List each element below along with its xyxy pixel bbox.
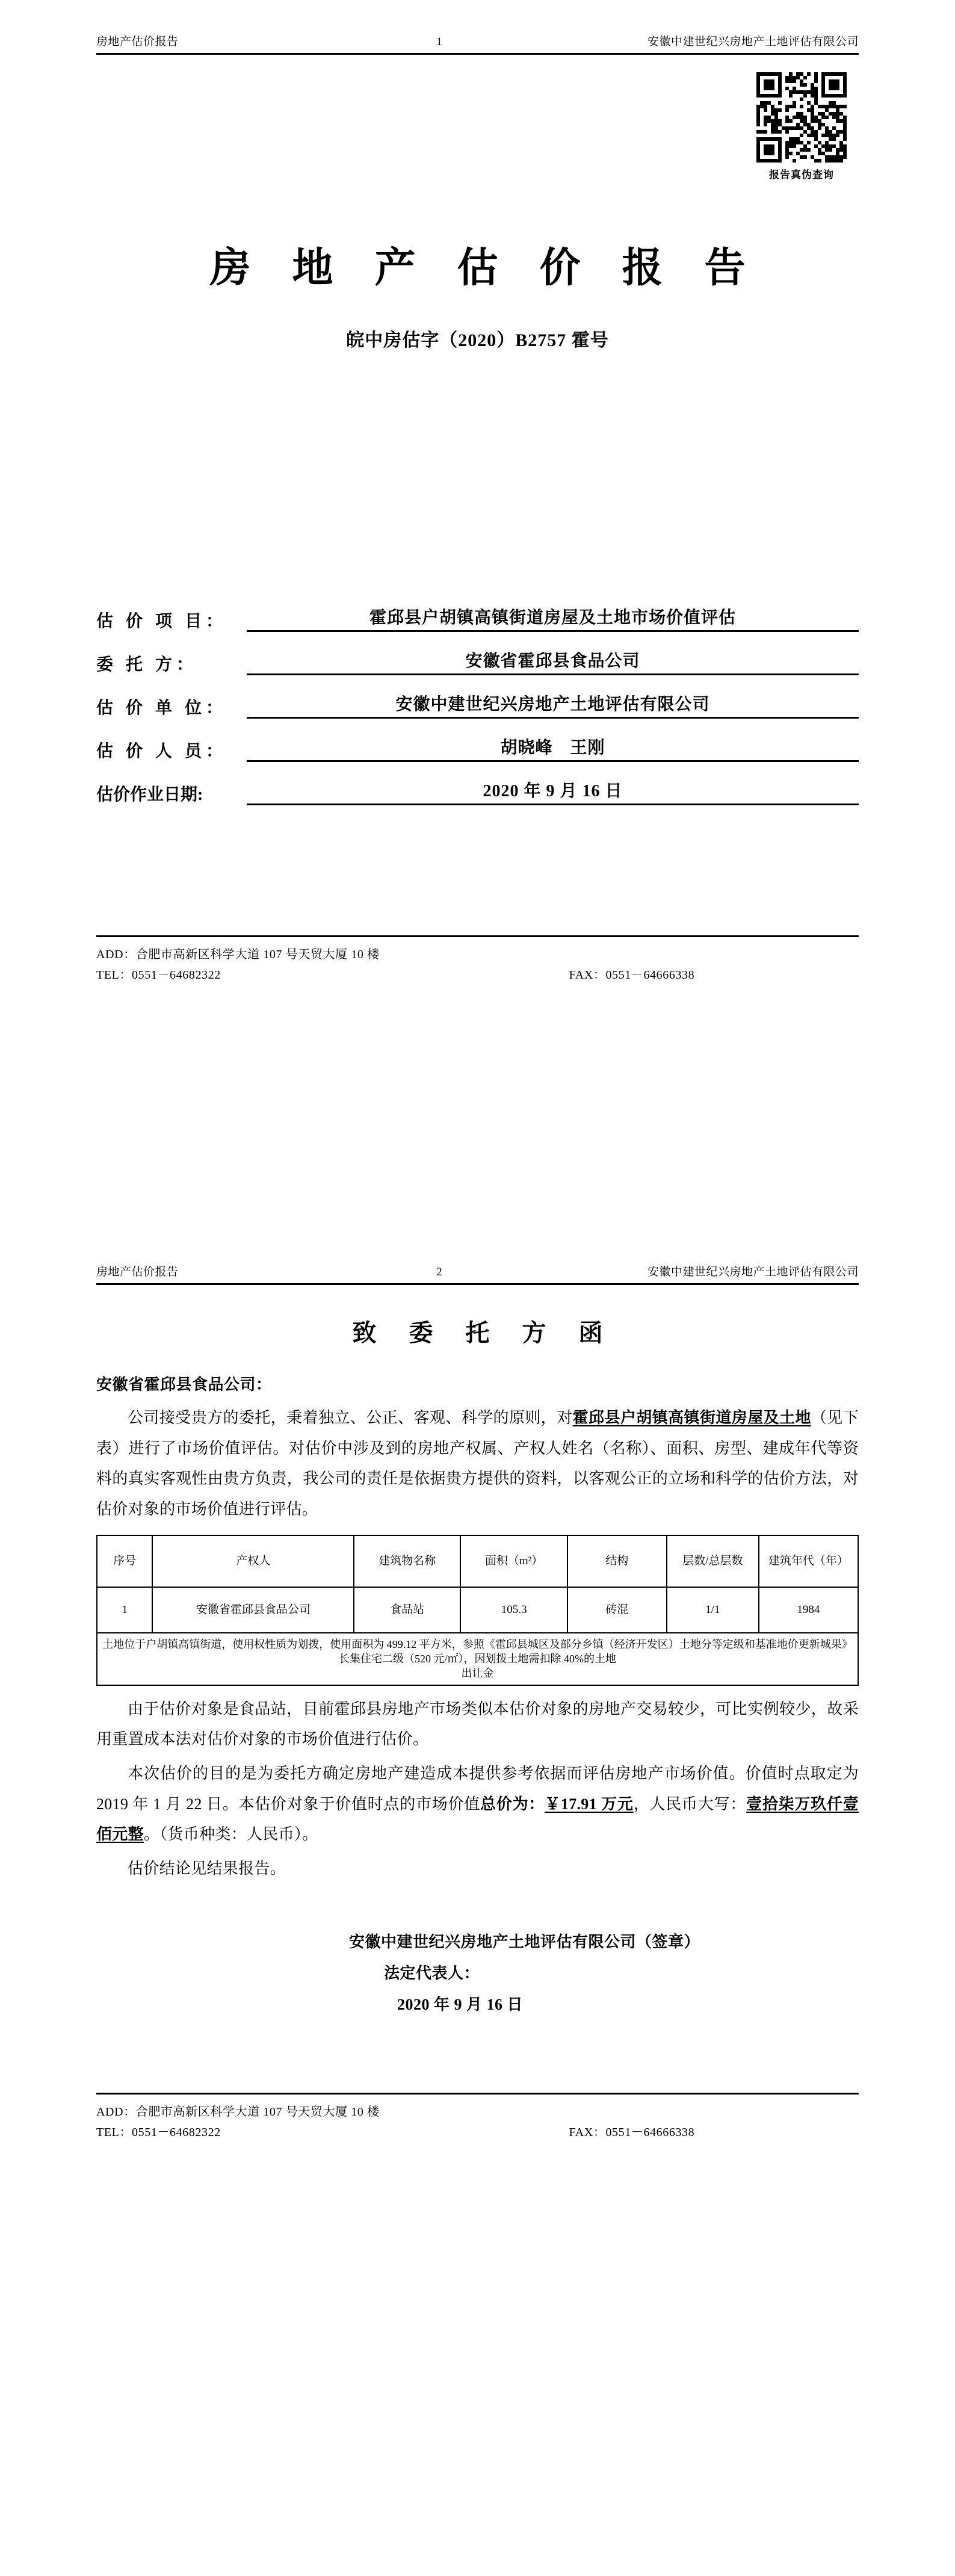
col-header-owner: 产权人 (152, 1535, 354, 1587)
running-header-page1 (96, 36, 859, 55)
table-note-row (97, 1633, 858, 1685)
cell-no: 1 (97, 1587, 152, 1633)
para1-part-c: （见下表）进行了市场价值评估。对估价中涉及到的房地产权属、产权人姓名（名称）、面积、房型、建成年代等资料的真实客观性由贵方负责，我公司的责任是依据贵方提供的资料，以客观公正的立场和科学的估价方法，对估价对象的市场价值进行评估。 (96, 1408, 859, 1518)
footer-address (96, 944, 569, 965)
field-value-project: 霍邱县户胡镇高镇街道房屋及土地市场价值评估 (247, 604, 859, 632)
field-value-client: 安徽省霍邱县食品公司 (247, 648, 859, 675)
table-header-row (97, 1535, 858, 1587)
footer-address-value-2: 合肥市高新区科学大道 107 号天贸大厦 10 楼 (135, 2105, 380, 2119)
letter-paragraph-2: 由于估价对象是食品站，目前霍邱县房地产市场类似本估价对象的房地产交易较少，可比实例较少，故采用重置成本法对估价对象的市场价值进行估价。 (96, 1700, 859, 1748)
footer-tel: TEL：0551－64682322 (96, 968, 221, 982)
col-header-building: 建筑物名称 (354, 1535, 460, 1587)
property-table-body (97, 1587, 858, 1685)
header-doc-title: 房地产估价报告 (96, 36, 179, 48)
footer-contact-row-2 (96, 2122, 859, 2143)
col-header-year: 建筑年代（年） (759, 1535, 858, 1587)
signature-block (96, 1927, 859, 2020)
page-title: 房 地 产 估 价 报 告 (209, 244, 761, 291)
running-header-page2 (96, 1266, 859, 1285)
field-label-work-date: 估价作业日期: (96, 785, 203, 804)
cell-year: 1984 (759, 1587, 858, 1633)
footer-contact-row (96, 965, 859, 985)
footer-fax-2: FAX：0551－64666338 (569, 2125, 695, 2139)
col-header-area: 面积（m²） (460, 1535, 567, 1587)
running-footer-page2 (96, 2093, 859, 2143)
col-header-no: 序号 (97, 1535, 152, 1587)
qr-code-caption: 报告真伪查询 (769, 169, 834, 181)
letter-paragraph-1 (96, 1403, 859, 1525)
para3-total-label: 总价为： (480, 1795, 545, 1813)
footer-fax: FAX：0551－64666338 (569, 968, 695, 982)
cell-floors: 1/1 (667, 1587, 759, 1633)
para3-part-f: 。（货币种类：人民币）。 (143, 1825, 318, 1844)
running-footer-page1 (96, 935, 859, 985)
field-row-project (96, 604, 859, 632)
signature-legal-rep: 法定代表人： (384, 1964, 480, 1982)
table-note-tail: 出让金 (461, 1667, 494, 1680)
header-company: 安徽中建世纪兴房地产土地评估有限公司 (647, 36, 859, 48)
report-serial-number: 皖中房估字（2020）B2757 霍号 (346, 330, 609, 350)
field-label-appraisal-firm: 估 价 单 位： (96, 698, 227, 717)
letter-paragraph-3 (96, 1759, 859, 1850)
footer-address-value: 合肥市高新区科学大道 107 号天贸大厦 10 楼 (135, 947, 380, 961)
footer-address-row (96, 944, 859, 965)
header-doc-title-2: 房地产估价报告 (96, 1266, 179, 1278)
field-row-appraisal-firm (96, 691, 859, 719)
letter-title: 致 委 托 方 函 (352, 1319, 616, 1346)
para1-part-a: 公司接受贵方的委托，秉着独立、公正、客观、科学的原则，对 (128, 1408, 573, 1426)
letter-paragraph-4: 估价结论见结果报告。 (128, 1859, 286, 1877)
letter-salutation: 安徽省霍邱县食品公司： (96, 1375, 272, 1393)
footer-tel-2: TEL：0551－64682322 (96, 2125, 221, 2139)
col-header-structure: 结构 (567, 1535, 667, 1587)
signature-date: 2020 年 9 月 16 日 (397, 1995, 524, 2013)
cover-fields (96, 604, 859, 805)
header-company-2: 安徽中建世纪兴房地产土地评估有限公司 (647, 1266, 859, 1278)
signature-company: 安徽中建世纪兴房地产土地评估有限公司（签章） (349, 1933, 700, 1951)
footer-address-label: ADD： (96, 947, 136, 961)
table-note-cell (97, 1633, 858, 1685)
para1-subject-highlight: 霍邱县户胡镇高镇街道房屋及土地 (572, 1408, 811, 1426)
field-row-appraisers (96, 734, 859, 762)
cell-owner: 安徽省霍邱县食品公司 (152, 1587, 354, 1633)
para3-part-a: 本次估价的目的是为委托方确定房地产建造成本提供参考依据而评估房地产市场价值。价值时点取定为 2019 年 1 月 22 日。本估价对象于价值时点的市场价值 (96, 1764, 859, 1813)
page-letter (0, 1258, 955, 2143)
cell-building: 食品站 (354, 1587, 460, 1633)
cover-footer-spacer (96, 821, 859, 935)
table-row (97, 1587, 858, 1633)
header-page-number: 1 (436, 36, 443, 48)
field-label-appraisers: 估 价 人 员： (96, 742, 227, 761)
field-value-appraisal-firm: 安徽中建世纪兴房地产土地评估有限公司 (247, 691, 859, 719)
field-label-client: 委 托 方： (96, 655, 198, 674)
field-row-client (96, 648, 859, 675)
field-value-appraisers: 胡晓峰 王刚 (247, 734, 859, 762)
cell-structure: 砖混 (567, 1587, 667, 1633)
property-table (96, 1535, 859, 1686)
qr-code-icon[interactable] (756, 72, 847, 163)
footer-address-label-2: ADD： (96, 2105, 136, 2119)
valuation-amount-numeric: ￥17.91 万元 (545, 1795, 634, 1813)
valuation-amount-chinese: 壹拾柒万玖仟壹佰元整 (96, 1795, 859, 1844)
page-cover (0, 0, 955, 1258)
field-row-work-date (96, 778, 859, 805)
property-table-head (97, 1535, 858, 1587)
field-label-project: 估 价 项 目： (96, 611, 227, 631)
footer-address-row-2 (96, 2102, 859, 2122)
cell-area: 105.3 (460, 1587, 567, 1633)
footer-address-2 (96, 2102, 569, 2122)
para3-part-d: ，人民币大写： (633, 1795, 747, 1813)
header-page-number-2: 2 (436, 1266, 443, 1278)
table-note-main: 土地位于户胡镇高镇街道，使用权性质为划拨，使用面积为 499.12 平方米，参照《霍邱县城区及部分乡镇（经济开发区）土地分等定级和基准地价更新城果》长集住宅二级（520 元/㎡），因划拨土地需扣除 40%的土地 (102, 1638, 853, 1665)
letter-bottom-spacer (96, 2020, 859, 2093)
field-value-work-date: 2020 年 9 月 16 日 (247, 778, 859, 805)
qr-code-block (744, 72, 859, 181)
col-header-floors: 层数/总层数 (667, 1535, 759, 1587)
